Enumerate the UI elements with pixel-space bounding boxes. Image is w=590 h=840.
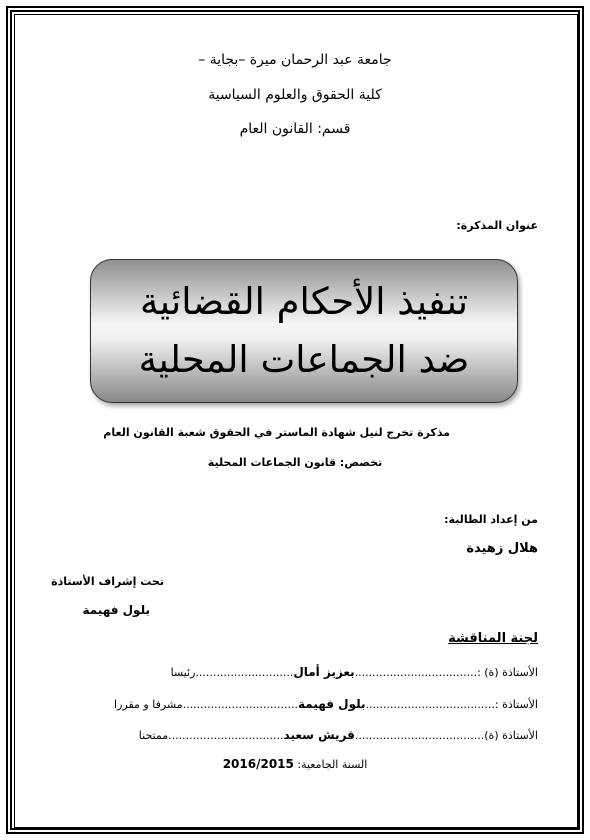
academic-year-value: 2016/2015 [222,757,294,771]
memo-title-line-2: ضد الجماعات المحلية [138,338,470,381]
supervisor-name: بلول فهيمة [82,603,150,617]
memo-title-line-1: تنفيذ الأحكام القضائية [139,280,469,323]
member-name: قريش سعيد [283,728,355,742]
committee-member-row [100,665,538,679]
faculty-name: كلية الحقوق والعلوم السياسية [208,87,382,103]
member-role: رئيسا [170,666,196,679]
committee-member-row [100,697,538,711]
academic-year [0,757,590,771]
memo-title-label: عنوان المذكرة: [456,219,538,232]
department-name: قسم: القانون العام [239,121,351,137]
university-name: جامعة عبد الرحمان ميرة –بجاية – [198,52,392,68]
member-name: بلول فهيمة [298,697,366,711]
member-name: بعزيز أمال [293,665,355,679]
committee-member-row [100,728,538,742]
member-role: مشرفا و مقررا [114,698,183,711]
member-dots: ................................. [168,729,284,742]
academic-year-label: السنة الجامعية: [297,758,368,771]
memo-title-box [90,259,518,403]
specialization: تخصص: قانون الجماعات المحلية [207,456,383,469]
member-dots: ............................ [195,666,294,679]
degree-description: مذكرة تخرج لنيل شهادة الماستر في الحقوق شعبة القانون العام [103,426,450,439]
member-role: ممتحنا [138,729,169,742]
prepared-by-label: من إعداد الطالبة: [444,513,538,526]
committee-label: لجنة المناقشة [448,631,538,646]
student-name: هلال زهيدة [466,541,538,556]
member-title: الأستاذة (ة)..................................... [354,729,538,742]
member-title: الأستاذة :..................................... [365,698,538,711]
member-dots: ................................. [182,698,298,711]
member-title: الأستاذة (ة) :................................... [354,666,538,679]
supervision-label: تحت إشراف الأستاذة [51,575,164,588]
